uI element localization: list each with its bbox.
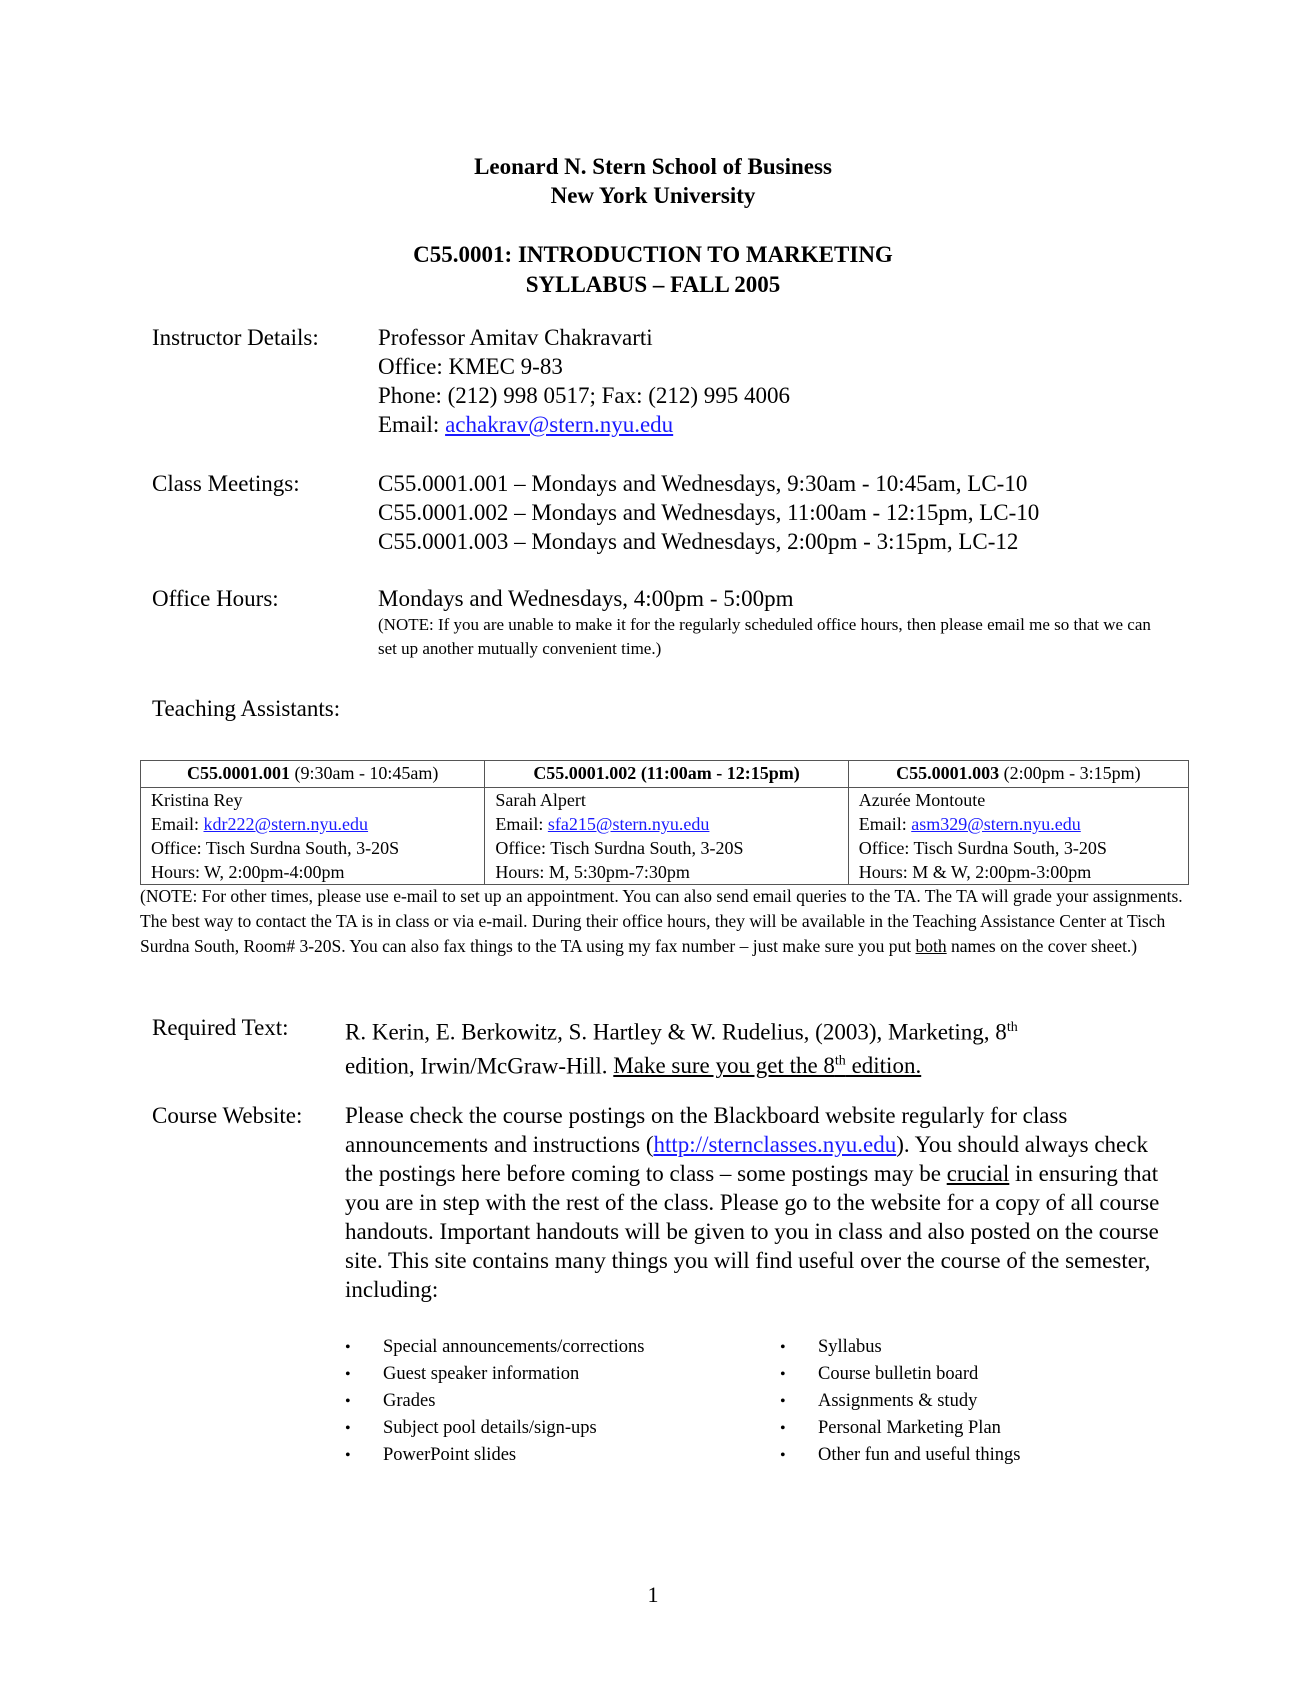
ta-office: Office: Tisch Surdna South, 3-20S [858, 838, 1107, 858]
list-item [780, 1334, 1020, 1361]
course-website-paragraph [345, 1101, 1165, 1304]
ta-column-header [848, 761, 1188, 788]
syllabus-title: SYLLABUS – FALL 2005 [525, 272, 781, 297]
teaching-assistants-label: Teaching Assistants: [152, 696, 341, 721]
ta-hours: Hours: M & W, 2:00pm-3:00pm [858, 862, 1092, 882]
list-item [345, 1334, 644, 1361]
blackboard-link[interactable]: http://sternclasses.nyu.edu [653, 1132, 897, 1157]
list-item-label: PowerPoint slides [383, 1445, 517, 1465]
table-header-row [141, 761, 1189, 788]
bullet-icon: • [345, 1447, 351, 1464]
instructor-name: Professor Amitav Chakravarti [378, 325, 653, 350]
ta-name: Azurée Montoute [858, 790, 986, 810]
bullet-icon: • [345, 1393, 351, 1410]
bullet-icon: • [345, 1420, 351, 1437]
meeting-line: C55.0001.001 – Mondays and Wednesdays, 9:30am - 10:45am, LC-10 [378, 471, 1028, 496]
section-time: (11:00am - 12:15pm) [636, 763, 800, 783]
office-hours-label: Office Hours: [152, 586, 279, 611]
instructor-email-line [378, 410, 790, 439]
note-underlined: both [915, 936, 947, 956]
superscript: th [1006, 1020, 1018, 1035]
citation: R. Kerin, E. Berkowitz, S. Hartley & W. Rudelius, (2003), Marketing, 8 [345, 1019, 1007, 1045]
ta-column-header [485, 761, 848, 788]
email-prefix: Email: [378, 412, 446, 437]
required-text-block [345, 1013, 1018, 1080]
ta-email-link[interactable]: sfa215@stern.nyu.edu [547, 814, 710, 834]
list-item-label: Other fun and useful things [818, 1445, 1021, 1465]
course-title: C55.0001: INTRODUCTION TO MARKETING [413, 242, 893, 267]
instructor-phone: Phone: (212) 998 0517; Fax: (212) 995 4006 [378, 383, 791, 408]
meeting-line: C55.0001.003 – Mondays and Wednesdays, 2:00pm - 3:15pm, LC-12 [378, 529, 1019, 554]
list-item-label: Assignments & study [818, 1391, 978, 1411]
edition-text: Make sure you get the 8 [613, 1053, 835, 1079]
course-website-label: Course Website: [152, 1103, 303, 1128]
website-emphasis: crucial [946, 1161, 1010, 1186]
bullet-icon: • [345, 1339, 351, 1356]
website-text: in ensuring that you are in step with the rest of the class. Please go to the website for a copy of all course handouts. Important handouts will be given to you in class and also posted on the course site. This site contains many things you will find useful over the course of the semester, including: [345, 1161, 1160, 1302]
section-time: (2:00pm - 3:15pm) [999, 763, 1141, 783]
note-text: names on the cover sheet.) [946, 936, 1138, 956]
ta-office: Office: Tisch Surdna South, 3-20S [151, 838, 400, 858]
bullet-icon: • [780, 1420, 786, 1437]
ta-hours: Hours: W, 2:00pm-4:00pm [151, 862, 345, 882]
office-hours-note: (NOTE: If you are unable to make it for the regularly scheduled office hours, then please email me so that we can set up another mutually convenient time.) [378, 615, 1151, 658]
instructor-label: Instructor Details: [152, 325, 319, 350]
email-prefix: Email: [858, 814, 912, 834]
superscript: th [834, 1053, 846, 1069]
publisher: edition, Irwin/McGraw-Hill. [345, 1053, 614, 1079]
list-item-label: Personal Marketing Plan [818, 1418, 1001, 1438]
section-code: C55.0001.003 [896, 763, 1000, 783]
teaching-assistants-table [140, 760, 1189, 885]
instructor-details [378, 323, 790, 439]
instructor-email-link[interactable]: achakrav@stern.nyu.edu [445, 412, 674, 437]
office-hours-block [378, 584, 1158, 661]
ta-cell [848, 788, 1188, 885]
bullet-icon: • [780, 1366, 786, 1383]
meeting-line: C55.0001.002 – Mondays and Wednesdays, 11:00am - 12:15pm, LC-10 [378, 500, 1040, 525]
class-meetings-label: Class Meetings: [152, 471, 300, 496]
ta-email-link[interactable]: asm329@stern.nyu.edu [911, 814, 1081, 834]
ta-cell [141, 788, 485, 885]
list-item-label: Course bulletin board [818, 1364, 979, 1384]
list-item-label: Special announcements/corrections [383, 1337, 645, 1357]
ta-name: Sarah Alpert [495, 790, 586, 810]
required-text-label: Required Text: [152, 1015, 289, 1040]
office-hours-time: Mondays and Wednesdays, 4:00pm - 5:00pm [378, 586, 794, 611]
section-code: C55.0001.001 [186, 763, 290, 783]
website-text: ). You should always check the postings here before coming to class – some postings may be [345, 1132, 1148, 1186]
university-name: New York University [550, 183, 756, 208]
list-item [780, 1442, 1020, 1469]
list-item [345, 1361, 644, 1388]
ta-email-line [859, 812, 1178, 836]
edition-text: edition. [845, 1053, 922, 1079]
email-prefix: Email: [151, 814, 204, 834]
bullet-icon: • [780, 1393, 786, 1410]
list-item [345, 1442, 644, 1469]
table-row [141, 788, 1189, 885]
list-item [780, 1415, 1020, 1442]
website-features-list-left [345, 1334, 644, 1469]
list-item [345, 1388, 644, 1415]
page-number: 1 [647, 1582, 659, 1607]
section-code: C55.0001.002 [533, 763, 637, 783]
ta-office: Office: Tisch Surdna South, 3-20S [495, 838, 744, 858]
list-item [345, 1415, 644, 1442]
list-item-label: Subject pool details/sign-ups [383, 1418, 597, 1438]
school-name: Leonard N. Stern School of Business [474, 154, 832, 179]
document-header [0, 152, 1306, 210]
note-text: (NOTE: For other times, please use e-mail to set up an appointment. You can also send email queries to the TA. The TA will grade your assignments. The best way to contact the TA is in class or via e-mail. During their office hours, they will be available in the Teaching Assistance Center at Tisch Surdna South, Room# 3-20S. You can also fax things to the TA using my fax number – just make sure you put [140, 886, 1183, 956]
instructor-office: Office: KMEC 9-83 [378, 354, 563, 379]
ta-email-link[interactable]: kdr222@stern.nyu.edu [203, 814, 369, 834]
teaching-assistants-note [140, 884, 1200, 959]
email-prefix: Email: [495, 814, 548, 834]
edition-warning [613, 1053, 921, 1078]
ta-name: Kristina Rey [151, 790, 243, 810]
ta-hours: Hours: M, 5:30pm-7:30pm [495, 862, 690, 882]
website-text: Please check the course postings on the Blackboard website regularly for class announcements and instructions ( [345, 1103, 1068, 1157]
ta-cell [485, 788, 848, 885]
bullet-icon: • [345, 1366, 351, 1383]
bullet-icon: • [780, 1447, 786, 1464]
list-item [780, 1388, 1020, 1415]
required-text-line [345, 1013, 1018, 1047]
list-item-label: Grades [383, 1391, 436, 1411]
list-item-label: Guest speaker information [383, 1364, 580, 1384]
ta-email-line [151, 812, 474, 836]
section-time: (9:30am - 10:45am) [289, 763, 439, 783]
ta-email-line [495, 812, 837, 836]
class-meetings-list [378, 469, 1039, 556]
website-features-list-right [780, 1334, 1020, 1469]
required-text-line [345, 1047, 1018, 1081]
list-item [780, 1361, 1020, 1388]
course-title-block [0, 240, 1306, 300]
ta-column-header [141, 761, 485, 788]
bullet-icon: • [780, 1339, 786, 1356]
list-item-label: Syllabus [818, 1337, 882, 1357]
